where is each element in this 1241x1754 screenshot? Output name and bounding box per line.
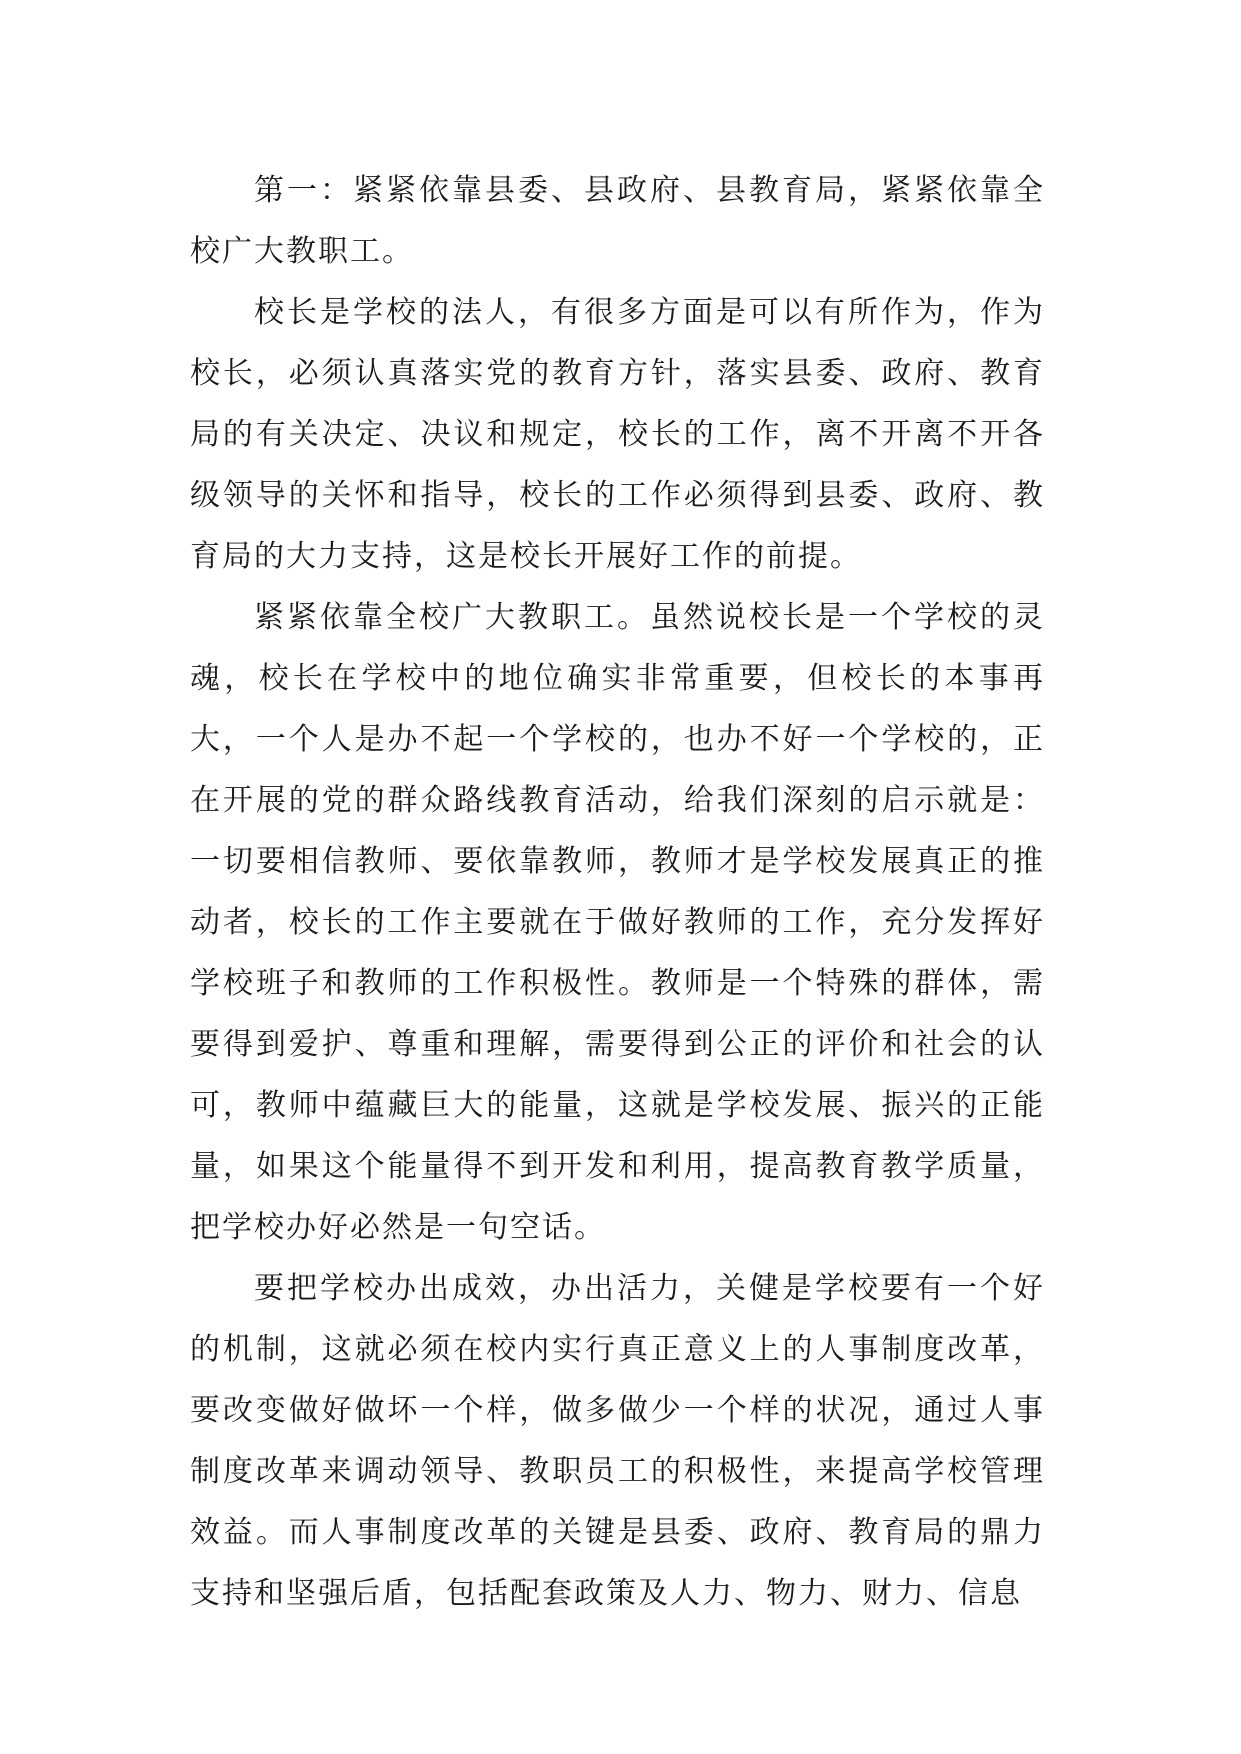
document-body xyxy=(190,160,1045,1624)
paragraph-4: 要把学校办出成效，办出活力，关健是学校要有一个好的机制，这就必须在校内实行真正意义上的人事制度改革，要改变做好做坏一个样，做多做少一个样的状况，通过人事制度改革来调动领导、教职员工的积极性，来提高学校管理效益。而人事制度改革的关键是县委、政府、教育局的鼎力支持和坚强后盾，包括配套政策及人力、物力、财力、信息 xyxy=(190,1271,1045,1611)
paragraph-1: 第一：紧紧依靠县委、县政府、县教育局，紧紧依靠全校广大教职工。 xyxy=(190,173,1045,269)
paragraph-3: 紧紧依靠全校广大教职工。虽然说校长是一个学校的灵魂，校长在学校中的地位确实非常重要，但校长的本事再大，一个人是办不起一个学校的，也办不好一个学校的，正在开展的党的群众路线教育活动，给我们深刻的启示就是：一切要相信教师、要依靠教师，教师才是学校发展真正的推动者，校长的工作主要就在于做好教师的工作，充分发挥好学校班子和教师的工作积极性。教师是一个特殊的群体，需要得到爱护、尊重和理解，需要得到公正的评价和社会的认可，教师中蕴藏巨大的能量，这就是学校发展、振兴的正能量，如果这个能量得不到开发和利用，提高教育教学质量，把学校办好必然是一句空话。 xyxy=(190,600,1045,1245)
paragraph-2: 校长是学校的法人，有很多方面是可以有所作为，作为校长，必须认真落实党的教育方针，落实县委、政府、教育局的有关决定、决议和规定，校长的工作，离不开离不开各级领导的关怀和指导，校长的工作必须得到县委、政府、教育局的大力支持，这是校长开展好工作的前提。 xyxy=(190,295,1045,574)
